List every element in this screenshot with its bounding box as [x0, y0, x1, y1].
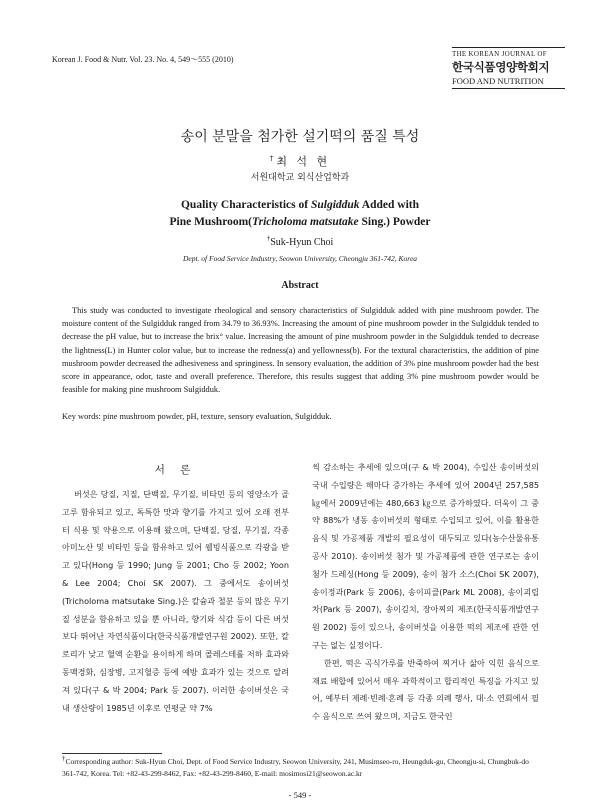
- paper-title-korean: 송이 분말을 첨가한 설기떡의 품질 특성: [180, 129, 420, 145]
- author-english: [0, 234, 600, 248]
- author-korean: [0, 153, 600, 169]
- journal-citation: Korean J. Food & Nutr. Vol. 23. No. 4, 549～555 (2010): [52, 55, 234, 64]
- paper-title-english: [0, 197, 600, 231]
- title-en-part: Added with: [359, 199, 419, 211]
- logo-top-rule: [452, 47, 565, 48]
- logo-bottom-rule: [452, 88, 565, 89]
- dagger-mark: †: [266, 234, 271, 243]
- footnote-dagger: †: [62, 754, 66, 763]
- keywords: Key words: pine mushroom powder, pH, texture, sensory evaluation, Sulgidduk.: [62, 412, 332, 421]
- intro-paragraph-1-continued: 씩 감소하는 추세에 있으며(구 & 박 2004), 수입산 송이버섯의 국내 수입량은 해마다 증가하는 추세에 있어 2004년 257,585 ㎏에서 2009년에는 480,663 ㎏으로 증가하였다. 더욱이 그 중 약 88%가 냉동 송이버섯의 형태로 수입되고 있어, 이를 활용한 음식 및 가공제품 개발의 필요성이 대두되고 있다(농수산물유통공사 2010). 송이버섯 첨가 및 가공제품에 관한 연구로는 송이 첨가 드레싱(Hong 등 2009), 송이 첨가 소스(Choi SK 2007), 송이정과(Park 등 2006), 송이피클(Park ML 2008), 송이괴립차(Park 등 2007), 송이김치, 장아찌의 제조(한국식품개발연구원 2002) 등이 있으나, 송이버섯을 이용한 떡의 제조에 관한 연구는 없는 실정이다.: [312, 462, 539, 650]
- left-column: [62, 486, 289, 717]
- title-en-part: Sing.) Powder: [358, 216, 431, 228]
- journal-logo-box: [452, 47, 565, 89]
- journal-name-ko: 한국식품영양학회지: [452, 60, 550, 74]
- journal-name-en-bottom: FOOD AND NUTRITION: [452, 76, 544, 86]
- right-column: [312, 459, 539, 726]
- intro-paragraph-2: 한편, 떡은 곡식가루를 반죽하여 찌거나 삶아 익힌 음식으로 재료 배합에 있어서 매우 과학적이고 합리적인 특징을 가지고 있어, 예부터 제례·빈례·혼례 등 각종 의례 행사, 대·소 연회에서 필수 음식으로 쓰여 왔으며, 지금도 한국인: [312, 657, 539, 722]
- title-en-italic: Sulgidduk: [310, 199, 360, 211]
- intro-paragraph-1: 버섯은 당질, 지질, 단백질, 무기질, 비타민 등의 영양소가 골고루 함유되고 있고, 독특한 맛과 향기를 가지고 있어 오래 전부터 식용 및 약용으로 이용해 왔으며, 단백질, 당질, 무기질, 각종 아미노산 및 비타민 등을 함유하고 있어 웰빙식품으로 각광을 받고 있다(Hong 등 1990; Jung 등 2001; Cho 등 2002; Yoon & Lee 2004; Choi SK 2007). 그 중에서도 송이버섯(Tricholoma matsutake Sing.)은 칼슘과 철분 등의 많은 무기질 성분을 함유하고 있을 뿐 아니라, 향기와 식감 등이 다른 버섯보다 뛰어난 자연식품이다(한국식품개발연구원 2002). 또한, 칼로리가 낮고 혈액 순환을 용이하게 하며 콜레스테롤 저하 효과와 동맥경화, 심장병, 고지혈증 등에 예방 효과가 있는 것으로 알려져 있다(구 & 박 2004; Park 등 2007). 이러한 송이버섯은 국내 생산량이 1985년 이후로 연평균 약 7%: [62, 489, 289, 713]
- dagger-mark: †: [269, 154, 277, 163]
- footnote-text: Corresponding author: Suk-Hyun Choi, Dept. of Food Service Industry, Seowon University, 241, Musimseo-ro, Heungduk-gu, Cheongju-si, Chungbuk-do 361-742, Korea. Tel: +82-43-299-8462, Fax: +82-43-299-8460, E-mail: mosimosi21@seowon.ac.kr: [62, 757, 529, 778]
- title-en-part: Quality Characteristics of: [180, 199, 311, 211]
- abstract-body: This study was conducted to investigate rheological and sensory characteristics of Sulgidduk added with pine mushroom powder. The moisture content of the Sulgidduk ranged from 34.79 to 36.93%. Increasing the amount of pine mushroom powder in the Sulgidduk tended to decrease the pH value, but to increase the brix° value. Increasing the amount of pine mushroom powder in the Sulgidduk tended to decrease the lightness(L) in Hunter color value, but to increase the redness(a) and yellowness(b). For the textural characteristics, the addition of pine mushroom powder decreased the adhesiveness and springiness. In sensory evaluation, the addition of 3% pine mushroom powder had the best score in appearance, odor, taste and overall preference. Therefore, this results suggest that adding 3% pine mushroom powder would be feasible for making pine mushroom Sulgidduk.: [62, 306, 539, 395]
- title-en-italic: Tricholoma matsutake: [252, 216, 359, 228]
- author-english-name: Suk-Hyun Choi: [270, 237, 334, 248]
- author-korean-name: 최 석 현: [276, 155, 331, 168]
- journal-name-en-top: THE KOREAN JOURNAL OF: [452, 50, 547, 58]
- department-english: Dept. of Food Service Industry, Seowon University, Cheongju 361-742, Korea: [182, 254, 418, 263]
- affiliation-korean: 서원대학교 외식산업학과: [250, 173, 350, 183]
- abstract-heading: Abstract: [281, 280, 319, 291]
- corresponding-author-footnote: [62, 756, 540, 780]
- footnote-rule: [62, 753, 162, 754]
- title-en-part: Pine Mushroom(: [169, 216, 253, 228]
- section-heading-introduction: 서 론: [154, 464, 197, 476]
- page-number: - 549 -: [288, 790, 312, 800]
